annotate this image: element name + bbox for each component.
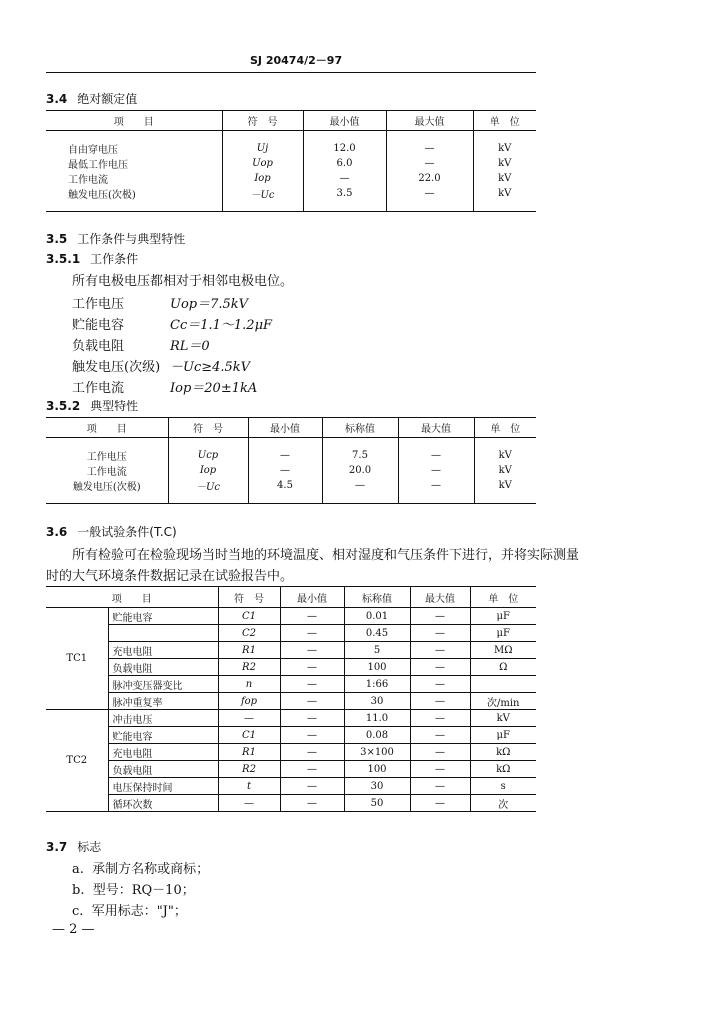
table-row [46,693,536,710]
cell-nominal: 50 [344,795,410,812]
cell-symbol: Uj [222,141,303,156]
cell-nominal: 100 [344,659,410,676]
table-row [46,186,536,201]
cell-min: — [280,744,344,761]
absolute-ratings-table [46,110,536,212]
cell-max: — [410,761,470,778]
table-row [46,710,536,727]
column-header: 最大值 [410,587,470,608]
column-header: 最小值 [248,418,322,438]
cell-nominal: 5 [344,642,410,659]
cell-max: — [410,625,470,642]
table-row [46,761,536,778]
header-rule [46,72,536,73]
section-3-7-heading [46,838,101,855]
table-row [46,463,536,478]
page-number: — 2 — [52,922,95,937]
column-header: 最大值 [398,418,474,438]
column-header: 最小值 [303,111,386,131]
cell-unit: 次 [470,795,536,812]
cell-item: 脉冲变压器变比 [108,676,218,693]
condition-value: RL＝0 [170,339,210,354]
cell-unit: kΩ [470,744,536,761]
condition-value: Cc＝1.1～1.2μF [170,318,273,333]
table-row [46,141,536,156]
list-item [72,858,209,877]
cell-symbol: －Uc [168,478,248,493]
column-header: 单 位 [473,111,536,131]
cell-item: 贮能电容 [108,608,218,625]
cell-nominal: 30 [344,693,410,710]
cell-symbol: C1 [218,608,280,625]
table-header-row [46,587,536,608]
cell-item: 冲击电压 [108,710,218,727]
cell-max: — [386,141,473,156]
column-header: 最小值 [280,587,344,608]
cell-item: 充电电阻 [108,642,218,659]
column-header: 单 位 [470,587,536,608]
cell-min: — [248,463,322,478]
table-row [46,171,536,186]
cell-item: 最低工作电压 [46,156,222,171]
column-header: 符 号 [168,418,248,438]
column-header: 符 号 [218,587,280,608]
cell-unit: μF [470,625,536,642]
cell-symbol: Ucp [168,448,248,463]
section-3-5-2-heading [46,397,138,414]
cell-max: — [410,642,470,659]
cell-item: 电压保持时间 [108,778,218,795]
section-3-4-heading [46,90,137,107]
cell-symbol: R1 [218,744,280,761]
column-header: 标称值 [322,418,398,438]
condition-value: Uop＝7.5kV [170,297,249,312]
table-row [46,778,536,795]
cell-unit: kV [498,158,512,169]
cell-min: 12.0 [303,141,386,156]
table-row [46,642,536,659]
cell-item [108,625,218,642]
cell-min: 4.5 [248,478,322,493]
cell-item: 贮能电容 [108,727,218,744]
cell-unit: kV [498,480,512,491]
cell-min: — [280,676,344,693]
section-number: 3.6 [46,525,68,539]
section-3-6-heading [46,523,177,540]
cell-max: — [386,186,473,201]
condition-label: 工作电压 [72,297,125,312]
cell-symbol: n [218,676,280,693]
table-row [46,727,536,744]
cell-min: — [280,693,344,710]
cell-max: — [410,659,470,676]
cell-max: — [410,693,470,710]
cell-min: — [280,710,344,727]
list-item [72,900,187,919]
cell-symbol: t [218,778,280,795]
list-marker: c. [72,904,84,919]
column-header: 项 目 [46,587,218,608]
cell-max: — [410,710,470,727]
list-text: 军用标志："J"； [91,904,187,919]
table-row [46,156,536,171]
cell-max: — [398,448,474,463]
paragraph-line: 时的大气环境条件数据记录在试验报告中。 [46,569,294,584]
list-text: 型号：RQ－10； [92,883,195,898]
cell-unit: kΩ [470,761,536,778]
cell-item: 充电电阻 [108,744,218,761]
cell-unit: Ω [470,659,536,676]
cell-nominal: 0.08 [344,727,410,744]
cell-symbol: －Uc [222,186,303,201]
cell-unit: μF [470,727,536,744]
table-header-row [46,418,536,438]
table-header-row [46,111,536,131]
list-marker: b. [72,883,85,898]
table-row [46,478,536,493]
cell-nominal: — [322,478,398,493]
condition-value: Iop＝20±1kA [170,381,258,396]
cell-symbol: R2 [218,659,280,676]
column-header: 单 位 [474,418,536,438]
cell-unit [470,676,536,693]
cell-item: 工作电压 [46,448,168,463]
section-number: 3.5 [46,232,68,246]
section-title: 工作条件 [90,252,139,266]
cell-min: — [280,625,344,642]
cell-symbol: R2 [218,761,280,778]
column-header: 最大值 [386,111,473,131]
group-label: TC2 [46,710,108,812]
cell-nominal: 0.01 [344,608,410,625]
cell-symbol: fop [218,693,280,710]
cell-nominal: 20.0 [322,463,398,478]
cell-nominal: 100 [344,761,410,778]
cell-min: — [248,448,322,463]
cell-min: — [280,727,344,744]
table-row [46,795,536,812]
condition-label: 贮能电容 [72,318,125,333]
cell-unit: 次/min [470,693,536,710]
cell-symbol: Iop [168,463,248,478]
list-item [72,879,195,898]
section-number: 3.5.2 [46,399,81,413]
cell-max: — [386,156,473,171]
condition-label: 负载电阻 [72,339,125,354]
cell-symbol: C2 [218,625,280,642]
cell-symbol: C1 [218,727,280,744]
table-row [46,625,536,642]
cell-item: 触发电压(次极) [46,478,168,493]
column-header: 标称值 [344,587,410,608]
conditions-intro: 所有电极电压都相对于相邻电极电位。 [72,274,294,289]
cell-item: 循环次数 [108,795,218,812]
cell-unit: MΩ [470,642,536,659]
cell-min: 6.0 [303,156,386,171]
cell-max: — [410,778,470,795]
section-title: 标志 [77,840,102,854]
section-title: 典型特性 [90,399,139,413]
cell-nominal: 7.5 [322,448,398,463]
cell-unit: s [470,778,536,795]
cell-symbol: Iop [222,171,303,186]
test-conditions-table [46,586,536,812]
cell-item: 脉冲重复率 [108,693,218,710]
cell-item: 负载电阻 [108,659,218,676]
cell-symbol: Uop [222,156,303,171]
cell-min: 3.5 [303,186,386,201]
cell-nominal: 1:66 [344,676,410,693]
section-number: 3.4 [46,92,68,106]
condition-label: 触发电压(次级) [72,360,161,375]
section-title: 工作条件与典型特性 [77,232,186,246]
table-row [46,676,536,693]
cell-min: — [280,795,344,812]
cell-item: 工作电流 [46,171,222,186]
cell-nominal: 11.0 [344,710,410,727]
cell-nominal: 0.45 [344,625,410,642]
cell-min: — [280,608,344,625]
cell-item: 自由穿电压 [46,141,222,156]
cell-symbol: — [218,795,280,812]
condition-value: －Uc≥4.5kV [170,360,251,375]
cell-max: — [398,478,474,493]
table-row [46,744,536,761]
column-header: 项 目 [46,418,168,438]
cell-unit: kV [498,173,512,184]
section-title: 绝对额定值 [77,92,138,106]
cell-unit: μF [470,608,536,625]
cell-symbol: R1 [218,642,280,659]
section-3-5-1-heading [46,250,138,267]
cell-min: — [280,761,344,778]
section-3-5-heading [46,230,185,247]
cell-max: — [410,608,470,625]
cell-unit: kV [498,188,512,199]
cell-item: 负载电阻 [108,761,218,778]
cell-max: — [410,744,470,761]
cell-unit: kV [498,465,512,476]
cell-nominal: 3×100 [344,744,410,761]
cell-min: — [303,171,386,186]
section-number: 3.5.1 [46,252,81,266]
cell-item: 工作电流 [46,463,168,478]
cell-min: — [280,642,344,659]
cell-unit: kV [470,710,536,727]
column-header: 项 目 [46,111,222,131]
cell-max: 22.0 [386,171,473,186]
table-row [46,659,536,676]
cell-unit: kV [498,450,512,461]
table-row [46,448,536,463]
cell-min: — [280,659,344,676]
table-row [46,608,536,625]
column-header: 符 号 [222,111,303,131]
list-text: 承制方名称或商标； [92,862,210,877]
section-number: 3.7 [46,840,68,854]
cell-max: — [410,795,470,812]
typical-characteristics-table [46,417,536,504]
group-label: TC1 [46,608,108,710]
cell-item: 触发电压(次极) [46,186,222,201]
cell-unit: kV [498,143,512,154]
cell-max: — [398,463,474,478]
paragraph-line: 所有检验可在检验现场当时当地的环境温度、相对湿度和气压条件下进行，并将实际测量 [72,548,580,563]
list-marker: a. [72,862,84,877]
condition-label: 工作电流 [72,381,125,396]
cell-min: — [280,778,344,795]
section-title: 一般试验条件(T.C) [77,525,177,539]
cell-max: — [410,676,470,693]
cell-max: — [410,727,470,744]
cell-symbol: — [218,710,280,727]
document-code: SJ 20474/2－97 [250,54,343,67]
cell-nominal: 30 [344,778,410,795]
